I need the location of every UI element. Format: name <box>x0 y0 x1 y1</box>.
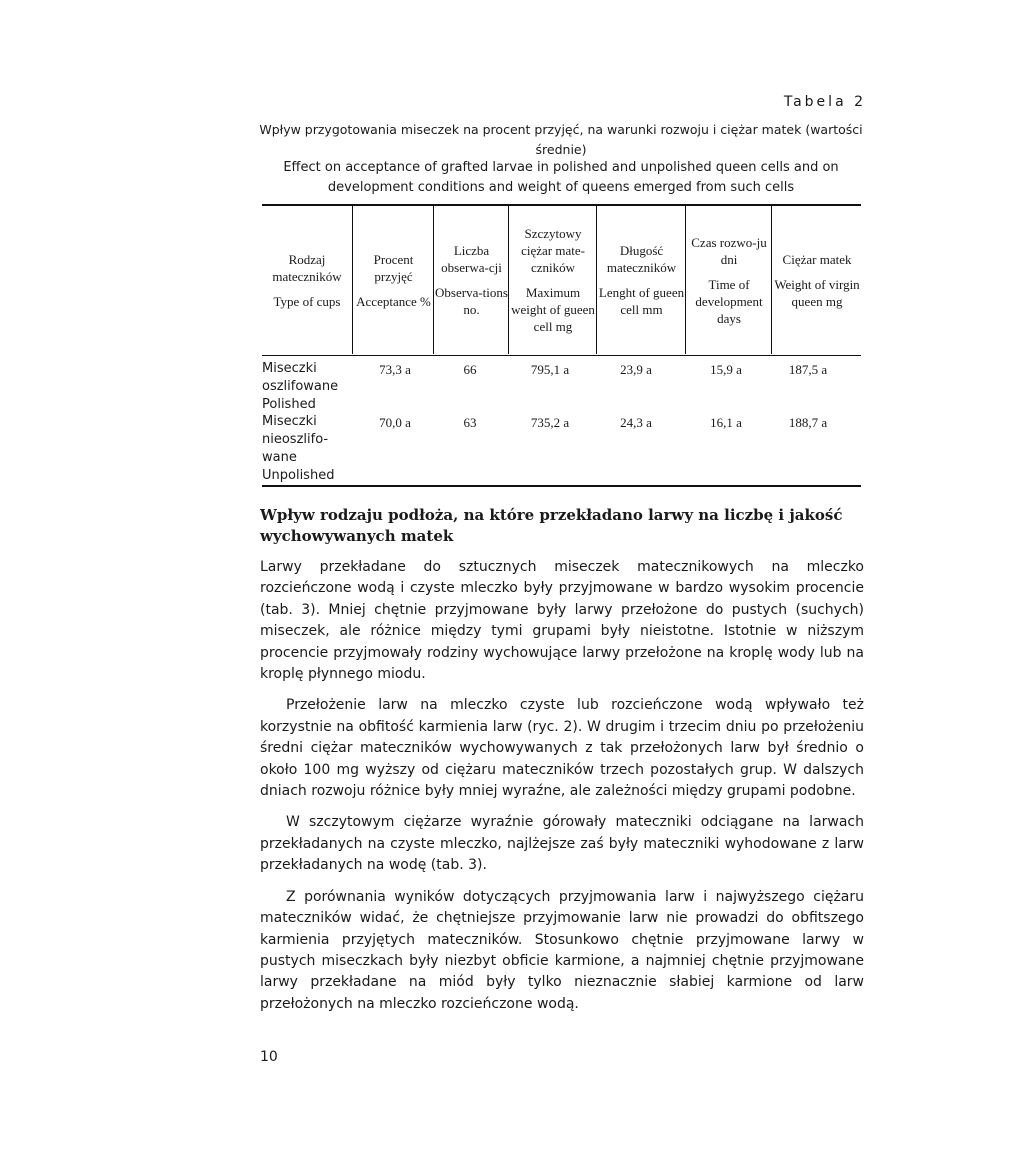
table-cell: 63 <box>463 415 477 430</box>
column-header-observations <box>435 206 508 354</box>
table-cell: 24,3 a <box>620 415 652 430</box>
column-header-en: Observa-tions no. <box>435 285 508 317</box>
column-header-pl: Rodzaj mateczników <box>272 251 342 284</box>
column-header-en: Weight of virgin queen mg <box>774 276 860 309</box>
row-label-en: Unpolished <box>262 468 335 483</box>
paragraph: Z porównania wyników dotyczących przyjmowania larw i najwyższego ciężaru mateczników widać, że chętniejsze przyjmowanie larw nie prowadzi do obfitszego karmienia przyjętych mateczników. Stosunkowo chętnie przyjmowane larwy w pustych miseczkach były niezbyt obficie karmione, a najmniej chętnie przyjmowane larwy przekładane na miód były tylko nieznacznie słabiej karmione od larw przełożonych na mleczko rozcieńczone wodą. <box>260 888 864 1012</box>
column-divider <box>352 206 353 354</box>
table-cell: 66 <box>463 362 477 377</box>
column-header-pl: Szczytowy ciężar mate-czników <box>521 226 585 275</box>
table-cell: 16,1 a <box>710 415 742 430</box>
table-number: Tabela 2 <box>783 94 866 110</box>
table-cell: 23,9 a <box>620 362 652 377</box>
row-label-unpolished <box>262 413 352 485</box>
column-header-length <box>598 206 685 354</box>
paragraph: Larwy przekładane do sztucznych miseczek matecznikowych na mleczko rozcieńczone wodą i czyste mleczko były przyjmowane w bardzo wysokim procencie (tab. 3). Mniej chętnie przyjmowane były larwy przełożone do pustych (suchych) miseczek, ale różnice między tymi grupami były nieistotne. Istotnie w niższym procencie przyjmowały rodziny wychowujące larwy przełożone na kroplę wody lub na kroplę płynnego miodu. <box>260 559 864 683</box>
table-cell: 735,2 a <box>530 415 570 430</box>
paragraph: W szczytowym ciężarze wyraźnie górowały mateczniki odciągane na larwach przekładanych na czyste mleczko, najlżejsze zaś były mateczniki wyhodowane z larw przekładanych na wodę (tab. 3). <box>260 814 864 874</box>
column-header-queen-weight <box>773 206 861 354</box>
column-divider <box>508 206 509 354</box>
table-bottom-rule <box>262 485 861 487</box>
column-header-pl: Długość mateczników <box>606 243 677 275</box>
column-header-en: Acceptance % <box>356 293 431 309</box>
column-header-acceptance <box>354 206 433 354</box>
column-header-pl: Liczba obserwa-cji <box>441 243 502 275</box>
column-divider <box>771 206 772 354</box>
body-text <box>260 557 864 1025</box>
table-cell: 188,7 a <box>788 415 828 430</box>
column-header-pl: Procent przyjęć <box>373 251 414 284</box>
column-header-en: Time of development days <box>695 276 763 326</box>
row-label-en: Polished <box>262 397 316 412</box>
column-divider <box>433 206 434 354</box>
column-header-type <box>262 206 352 354</box>
column-header-en: Type of cups <box>273 293 341 309</box>
table-header-rule <box>262 355 861 356</box>
column-header-max-weight <box>510 206 596 354</box>
column-header-pl: Czas rozwo-ju dni <box>691 234 767 267</box>
table-cell: 73,3 a <box>379 362 411 377</box>
column-divider <box>596 206 597 354</box>
table-cell: 15,9 a <box>710 362 742 377</box>
page-number: 10 <box>260 1049 278 1065</box>
table-cell: 70,0 a <box>379 415 411 430</box>
row-label-pl: Miseczki nieoszlifo-wane <box>262 414 329 465</box>
column-header-pl: Ciężar matek <box>782 251 852 267</box>
column-header-development-time <box>687 206 771 354</box>
paragraph: Przełożenie larw na mleczko czyste lub rozcieńczone wodą wpływało też korzystnie na obfitość karmienia larw (ryc. 2). W drugim i trzecim dniu po przełożeniu średni ciężar mateczników wychowywanych z tak przełożonych larw był średnio o około 100 mg wyższy od ciężaru mateczników trzech pozostałych grup. W dalszych dniach rozwoju różnice były mniej wyraźne, ale zależności między grupami podobne. <box>260 697 864 800</box>
column-divider <box>685 206 686 354</box>
table-cell: 187,5 a <box>788 362 828 377</box>
table-caption-polish: Wpływ przygotowania miseczek na procent przyjęć, na warunki rozwoju i ciężar matek (wartości średnie) <box>259 122 863 157</box>
table-caption-english: Effect on acceptance of grafted larvae in polished and unpolished queen cells and on development conditions and weight of queens emerged from such cells <box>283 160 839 195</box>
column-header-en: Lenght of gueen cell mm <box>598 285 685 317</box>
row-label-pl: Miseczki oszlifowane <box>262 361 339 394</box>
table-cell: 795,1 a <box>530 362 570 377</box>
column-header-en: Maximum weight of gueen cell mg <box>511 285 595 334</box>
section-heading: Wpływ rodzaju podłoża, na które przekładano larwy na liczbę i jakość wychowywanych matek <box>260 506 843 545</box>
row-label-polished <box>262 360 372 414</box>
